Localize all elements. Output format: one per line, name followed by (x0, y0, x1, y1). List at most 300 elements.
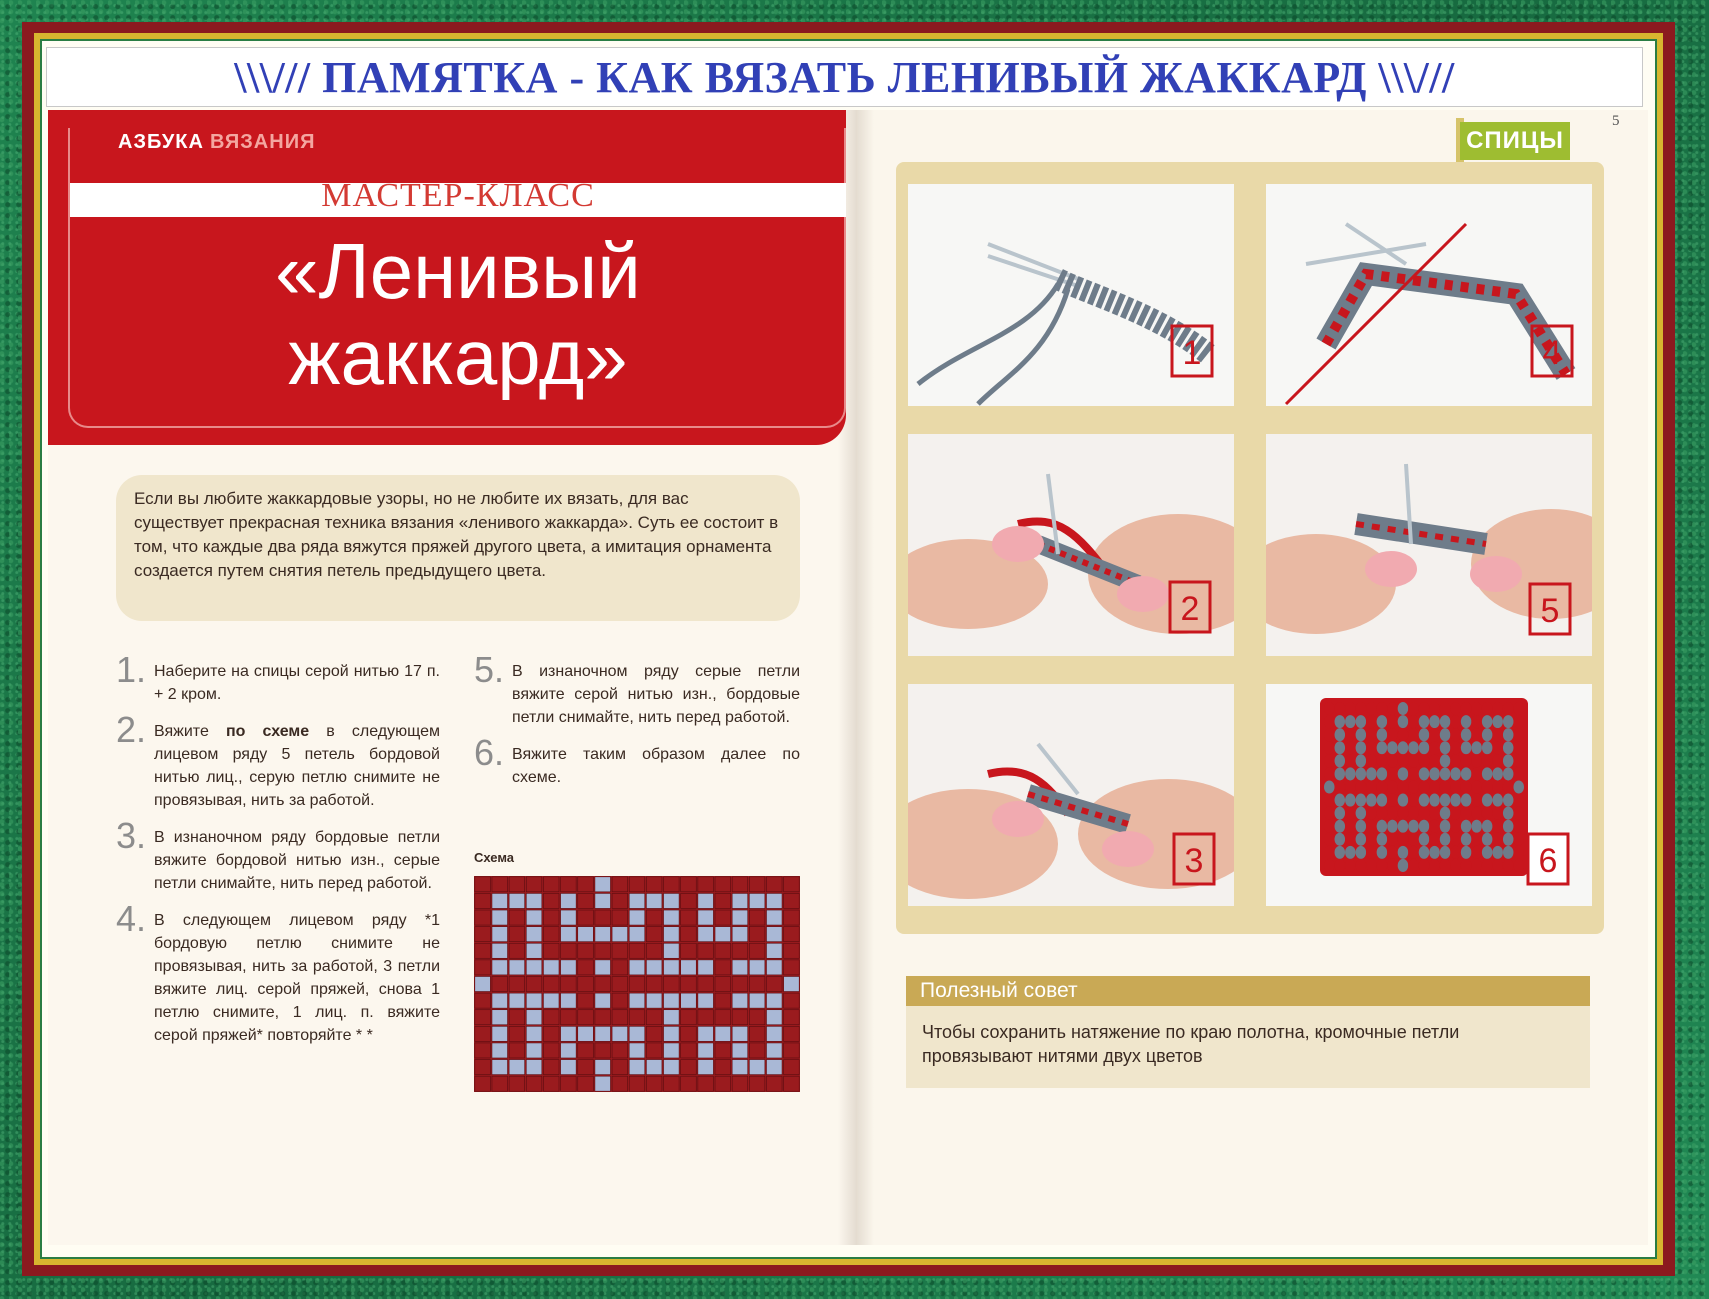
swatch-stitch (1419, 807, 1430, 820)
chart-cell (715, 877, 731, 892)
swatch-stitch (1461, 807, 1472, 820)
chart-cell (784, 1060, 800, 1075)
chart-cell (595, 993, 611, 1008)
chart-cell (526, 877, 542, 892)
chart-cell (612, 960, 628, 975)
step-number: 6. (474, 732, 505, 773)
chart-cell (595, 893, 611, 908)
chart-cell (543, 1060, 559, 1075)
chart-cell (749, 1076, 765, 1091)
swatch-stitch (1366, 702, 1377, 715)
chart-cell (698, 960, 714, 975)
chart-cell (595, 910, 611, 925)
swatch-stitch (1419, 767, 1430, 780)
chart-cell (766, 1076, 782, 1091)
chart-cell (475, 1060, 491, 1075)
chart-cell (766, 910, 782, 925)
swatch-stitch (1440, 754, 1451, 767)
swatch-stitch (1356, 820, 1367, 833)
chart-cell (509, 910, 525, 925)
photo-step-number: 6 (1538, 842, 1558, 880)
swatch-stitch (1450, 754, 1461, 767)
chart-cell (784, 1076, 800, 1091)
chart-cell (578, 1043, 594, 1058)
swatch-stitch (1429, 715, 1440, 728)
swatch-stitch (1387, 728, 1398, 741)
swatch-stitch (1513, 715, 1524, 728)
chart-cell (595, 976, 611, 991)
swatch-stitch (1335, 820, 1346, 833)
chart-cell (526, 893, 542, 908)
chart-cell (612, 976, 628, 991)
swatch-stitch (1345, 767, 1356, 780)
photo-step-4 (1266, 184, 1592, 406)
swatch-stitch (1450, 780, 1461, 793)
swatch-stitch (1387, 715, 1398, 728)
swatch-stitch (1419, 833, 1430, 846)
chart-cell (698, 1010, 714, 1025)
chart-cell (509, 1060, 525, 1075)
chart-cell (715, 1010, 731, 1025)
chart-cell (492, 960, 508, 975)
swatch-stitch (1345, 794, 1356, 807)
chart-cell (561, 1026, 577, 1041)
chart-cell (629, 877, 645, 892)
swatch-stitch (1419, 820, 1430, 833)
chart-cell (578, 1026, 594, 1041)
chart-cell (629, 1060, 645, 1075)
chart-cell (526, 976, 542, 991)
chart-cell (749, 1026, 765, 1041)
chart-cell (664, 1010, 680, 1025)
swatch-stitch (1366, 754, 1377, 767)
page-number: 5 (1612, 113, 1620, 129)
step-text-post: в следующем лицевом ряду 5 петель бордовой нитью лиц., серую петлю снимите не провязывая, нить за работой. (154, 723, 440, 809)
swatch-stitch (1345, 807, 1356, 820)
article-title-line2: жаккард» (288, 313, 628, 401)
chart-cell (578, 993, 594, 1008)
swatch-stitch (1492, 820, 1503, 833)
swatch-stitch (1513, 702, 1524, 715)
swatch-stitch (1429, 820, 1440, 833)
swatch-stitch (1440, 702, 1451, 715)
chart-cell (492, 893, 508, 908)
banner (46, 47, 1643, 107)
swatch-stitch (1429, 754, 1440, 767)
chart-cell (664, 1043, 680, 1058)
swatch-stitch (1482, 780, 1493, 793)
swatch-stitch (1440, 833, 1451, 846)
swatch-stitch (1366, 728, 1377, 741)
swatch-stitch (1377, 846, 1388, 859)
steps-column-1 (116, 649, 440, 1061)
step-6 (474, 732, 800, 789)
chart-cell (646, 1026, 662, 1041)
step-number: 5. (474, 649, 505, 690)
chart-cell (543, 993, 559, 1008)
swatch-stitch (1429, 702, 1440, 715)
chart-cell (664, 877, 680, 892)
chart-cell (561, 1076, 577, 1091)
swatch-stitch (1429, 728, 1440, 741)
photo-step-1 (908, 184, 1234, 406)
swatch-stitch (1324, 728, 1335, 741)
chart-cell (698, 927, 714, 942)
chart-cell (543, 976, 559, 991)
chart-cell (681, 927, 697, 942)
chart-cell (664, 927, 680, 942)
swatch-stitch (1440, 859, 1451, 872)
swatch-stitch (1377, 767, 1388, 780)
swatch-stitch (1387, 794, 1398, 807)
swatch-stitch (1356, 794, 1367, 807)
swatch-stitch (1356, 780, 1367, 793)
swatch-stitch (1482, 715, 1493, 728)
swatch-stitch (1335, 702, 1346, 715)
swatch-stitch (1461, 833, 1472, 846)
swatch-stitch (1492, 846, 1503, 859)
swatch-stitch (1356, 846, 1367, 859)
swatch-stitch (1335, 794, 1346, 807)
chart-cell (749, 943, 765, 958)
chart-cell (595, 1060, 611, 1075)
chart-cell (749, 877, 765, 892)
step-text: В следующем лицевом ряду *1 бордовую петлю снимите не провязывая, нить за работой, 3 петли вяжите лиц. серой пряжей, снова 1 петлю снимите, 1 лиц. п. вяжите серой пряжей* повторяйте * * (154, 912, 440, 1044)
swatch-stitch (1513, 741, 1524, 754)
chart-cell (509, 1026, 525, 1041)
chart-cell (732, 1060, 748, 1075)
chart-cell (766, 1026, 782, 1041)
photo-step-number: 2 (1180, 590, 1200, 628)
chart-cell (715, 893, 731, 908)
photo-step-2 (908, 434, 1234, 656)
swatch-stitch (1461, 702, 1472, 715)
swatch-stitch (1377, 794, 1388, 807)
chart-cell (475, 993, 491, 1008)
swatch-stitch (1345, 702, 1356, 715)
swatch-stitch (1492, 807, 1503, 820)
swatch-stitch (1356, 754, 1367, 767)
swatch-stitch (1398, 807, 1409, 820)
swatch-stitch (1398, 715, 1409, 728)
chart-cell (664, 910, 680, 925)
swatch-stitch (1408, 820, 1419, 833)
chart-cell (715, 1076, 731, 1091)
swatch-stitch (1471, 780, 1482, 793)
step-1 (116, 649, 440, 706)
chart-cell (664, 1060, 680, 1075)
swatch-stitch (1345, 728, 1356, 741)
swatch-stitch (1356, 715, 1367, 728)
swatch-stitch (1366, 715, 1377, 728)
chart-cell (612, 893, 628, 908)
chart-cell (561, 877, 577, 892)
swatch-stitch (1366, 767, 1377, 780)
swatch-stitch (1440, 767, 1451, 780)
swatch-stitch (1513, 859, 1524, 872)
chart-cell (784, 993, 800, 1008)
chart-cell (509, 1043, 525, 1058)
swatch-stitch (1450, 820, 1461, 833)
chart-cell (561, 927, 577, 942)
chart-cell (646, 927, 662, 942)
swatch-stitch (1345, 754, 1356, 767)
swatch-stitch (1398, 846, 1409, 859)
chart-cell (715, 976, 731, 991)
swatch-stitch (1471, 702, 1482, 715)
chart-cell (526, 960, 542, 975)
chart-cell (732, 976, 748, 991)
swatch-stitch (1366, 859, 1377, 872)
chart-cell (526, 910, 542, 925)
chart-cell (698, 1076, 714, 1091)
swatch-stitch (1387, 846, 1398, 859)
swatch-stitch (1408, 728, 1419, 741)
swatch-stitch (1503, 741, 1514, 754)
chart-cell (646, 877, 662, 892)
swatch-stitch (1492, 728, 1503, 741)
chart-cell (681, 877, 697, 892)
chart-cell (749, 1010, 765, 1025)
chart-cell (475, 1076, 491, 1091)
swatch-stitch (1387, 780, 1398, 793)
swatch-stitch (1387, 833, 1398, 846)
swatch-stitch (1366, 846, 1377, 859)
chart-cell (543, 1043, 559, 1058)
chart-cell (749, 910, 765, 925)
swatch-stitch (1356, 807, 1367, 820)
swatch-stitch (1513, 728, 1524, 741)
chart-cell (595, 927, 611, 942)
chart-cell (629, 976, 645, 991)
swatch-stitch (1440, 807, 1451, 820)
swatch-stitch (1324, 715, 1335, 728)
chart-cell (784, 1010, 800, 1025)
swatch-stitch (1450, 833, 1461, 846)
chart-cell (646, 910, 662, 925)
swatch-stitch (1335, 846, 1346, 859)
swatch-stitch (1429, 780, 1440, 793)
swatch-stitch (1387, 702, 1398, 715)
swatch-stitch (1429, 859, 1440, 872)
swatch-stitch (1324, 833, 1335, 846)
chart-cell (749, 893, 765, 908)
chart-cell (732, 960, 748, 975)
chart-cell (492, 976, 508, 991)
chart-cell (492, 943, 508, 958)
section-tab: СПИЦЫ (1460, 122, 1570, 160)
chart-cell (784, 893, 800, 908)
swatch-stitch (1398, 780, 1409, 793)
chart-cell (612, 993, 628, 1008)
photo-step-number: 3 (1184, 842, 1204, 880)
swatch-stitch (1503, 754, 1514, 767)
chart-cell (492, 927, 508, 942)
swatch-stitch (1377, 754, 1388, 767)
chart-cell (784, 910, 800, 925)
chart-cell (646, 943, 662, 958)
chart-cell (646, 893, 662, 908)
swatch-stitch (1440, 741, 1451, 754)
chart-cell (681, 1010, 697, 1025)
swatch-stitch (1492, 702, 1503, 715)
chart-cell (698, 993, 714, 1008)
chart-cell (766, 1043, 782, 1058)
chart-cell (681, 943, 697, 958)
chart-cell (732, 1010, 748, 1025)
chart-cell (595, 960, 611, 975)
article-title-line1: «Ленивый (275, 227, 641, 315)
chart-cell (475, 1043, 491, 1058)
chart-cell (561, 943, 577, 958)
swatch-stitch (1503, 794, 1514, 807)
swatch-stitch (1482, 820, 1493, 833)
chart-cell (492, 1043, 508, 1058)
swatch-stitch (1513, 807, 1524, 820)
swatch-stitch (1408, 702, 1419, 715)
swatch-stitch (1324, 754, 1335, 767)
chart-cell (526, 1026, 542, 1041)
chart-cell (475, 927, 491, 942)
chart-cell (681, 993, 697, 1008)
chart-cell (732, 1043, 748, 1058)
swatch-stitch (1471, 715, 1482, 728)
step-4 (116, 898, 440, 1047)
chart-cell (578, 927, 594, 942)
swatch-stitch (1398, 794, 1409, 807)
swatch-stitch (1419, 715, 1430, 728)
swatch-stitch (1513, 846, 1524, 859)
swatch-stitch (1503, 820, 1514, 833)
swatch-stitch (1450, 846, 1461, 859)
chart-cell (561, 960, 577, 975)
swatch-stitch (1366, 780, 1377, 793)
swatch-stitch (1335, 780, 1346, 793)
swatch-stitch (1345, 833, 1356, 846)
chart-cell (681, 910, 697, 925)
chart-cell (526, 1076, 542, 1091)
steps-column-2 (474, 649, 800, 803)
photo-step-number: 1 (1182, 334, 1202, 372)
chart-cell (475, 943, 491, 958)
swatch-stitch (1377, 807, 1388, 820)
swatch-stitch (1492, 741, 1503, 754)
swatch-stitch (1335, 807, 1346, 820)
step-number: 2. (116, 709, 147, 750)
swatch-stitch (1335, 741, 1346, 754)
chart-cell (492, 910, 508, 925)
swatch-stitch (1492, 767, 1503, 780)
chart-cell (578, 893, 594, 908)
chart-cell (561, 1010, 577, 1025)
chart-cell (595, 1043, 611, 1058)
chart-cell (629, 993, 645, 1008)
article-title (70, 228, 846, 400)
chart-cell (681, 1043, 697, 1058)
chart-cell (578, 910, 594, 925)
swatch-stitch (1492, 780, 1503, 793)
chart-cell (475, 910, 491, 925)
photo-step-number: 4 (1542, 334, 1562, 372)
chart-cell (766, 943, 782, 958)
chart-cell (475, 877, 491, 892)
swatch-stitch (1450, 728, 1461, 741)
swatch-stitch (1503, 728, 1514, 741)
swatch-stitch (1356, 728, 1367, 741)
banner-title: \\\/// ПАМЯТКА - КАК ВЯЗАТЬ ЛЕНИВЫЙ ЖАККАРД \\\/// (234, 52, 1455, 102)
swatch-stitch (1450, 859, 1461, 872)
chart-cell (698, 893, 714, 908)
swatch-stitch (1492, 715, 1503, 728)
swatch-stitch (1461, 859, 1472, 872)
chart-cell (509, 877, 525, 892)
swatch-stitch (1387, 807, 1398, 820)
swatch-stitch (1461, 754, 1472, 767)
swatch-stitch (1482, 846, 1493, 859)
chart-cell (578, 1010, 594, 1025)
chart-cell (646, 1043, 662, 1058)
swatch-stitch (1440, 728, 1451, 741)
swatch-stitch (1324, 767, 1335, 780)
chart-cell (715, 960, 731, 975)
chart-cell (475, 1026, 491, 1041)
chart-cell (578, 1060, 594, 1075)
step-2 (116, 709, 440, 812)
swatch-stitch (1482, 702, 1493, 715)
chart-cell (612, 943, 628, 958)
photo-step-5 (1266, 434, 1592, 656)
swatch-stitch (1356, 859, 1367, 872)
swatch-stitch (1461, 741, 1472, 754)
swatch-stitch (1482, 754, 1493, 767)
swatch-stitch (1408, 715, 1419, 728)
chart-cell (715, 1060, 731, 1075)
tip-text: Чтобы сохранить натяжение по краю полотна, кромочные петли провязывают нитями двух цветов (922, 1022, 1460, 1066)
chart-cell (509, 893, 525, 908)
swatch-stitch (1345, 859, 1356, 872)
chart-cell (698, 910, 714, 925)
swatch-stitch (1398, 728, 1409, 741)
swatch-stitch (1324, 820, 1335, 833)
swatch-stitch (1450, 715, 1461, 728)
series-label-light: ВЯЗАНИЯ (209, 130, 316, 153)
swatch-stitch (1461, 846, 1472, 859)
swatch-stitch (1419, 780, 1430, 793)
swatch-stitch (1450, 702, 1461, 715)
schema-label: Схема (474, 850, 515, 865)
step-3 (116, 815, 440, 895)
chart-cell (784, 1043, 800, 1058)
chart-cell (698, 1060, 714, 1075)
swatch-stitch (1482, 859, 1493, 872)
chart-cell (595, 877, 611, 892)
swatch-stitch (1335, 715, 1346, 728)
swatch-stitch (1377, 859, 1388, 872)
swatch-stitch (1345, 741, 1356, 754)
chart-cell (664, 1076, 680, 1091)
chart-cell (698, 976, 714, 991)
chart-cell (664, 960, 680, 975)
swatch-stitch (1513, 833, 1524, 846)
chart-cell (766, 893, 782, 908)
swatch-stitch (1450, 767, 1461, 780)
chart-cell (715, 993, 731, 1008)
chart-cell (612, 877, 628, 892)
swatch-stitch (1356, 833, 1367, 846)
chart-cell (732, 943, 748, 958)
chart-cell (629, 1026, 645, 1041)
chart-cell (543, 943, 559, 958)
